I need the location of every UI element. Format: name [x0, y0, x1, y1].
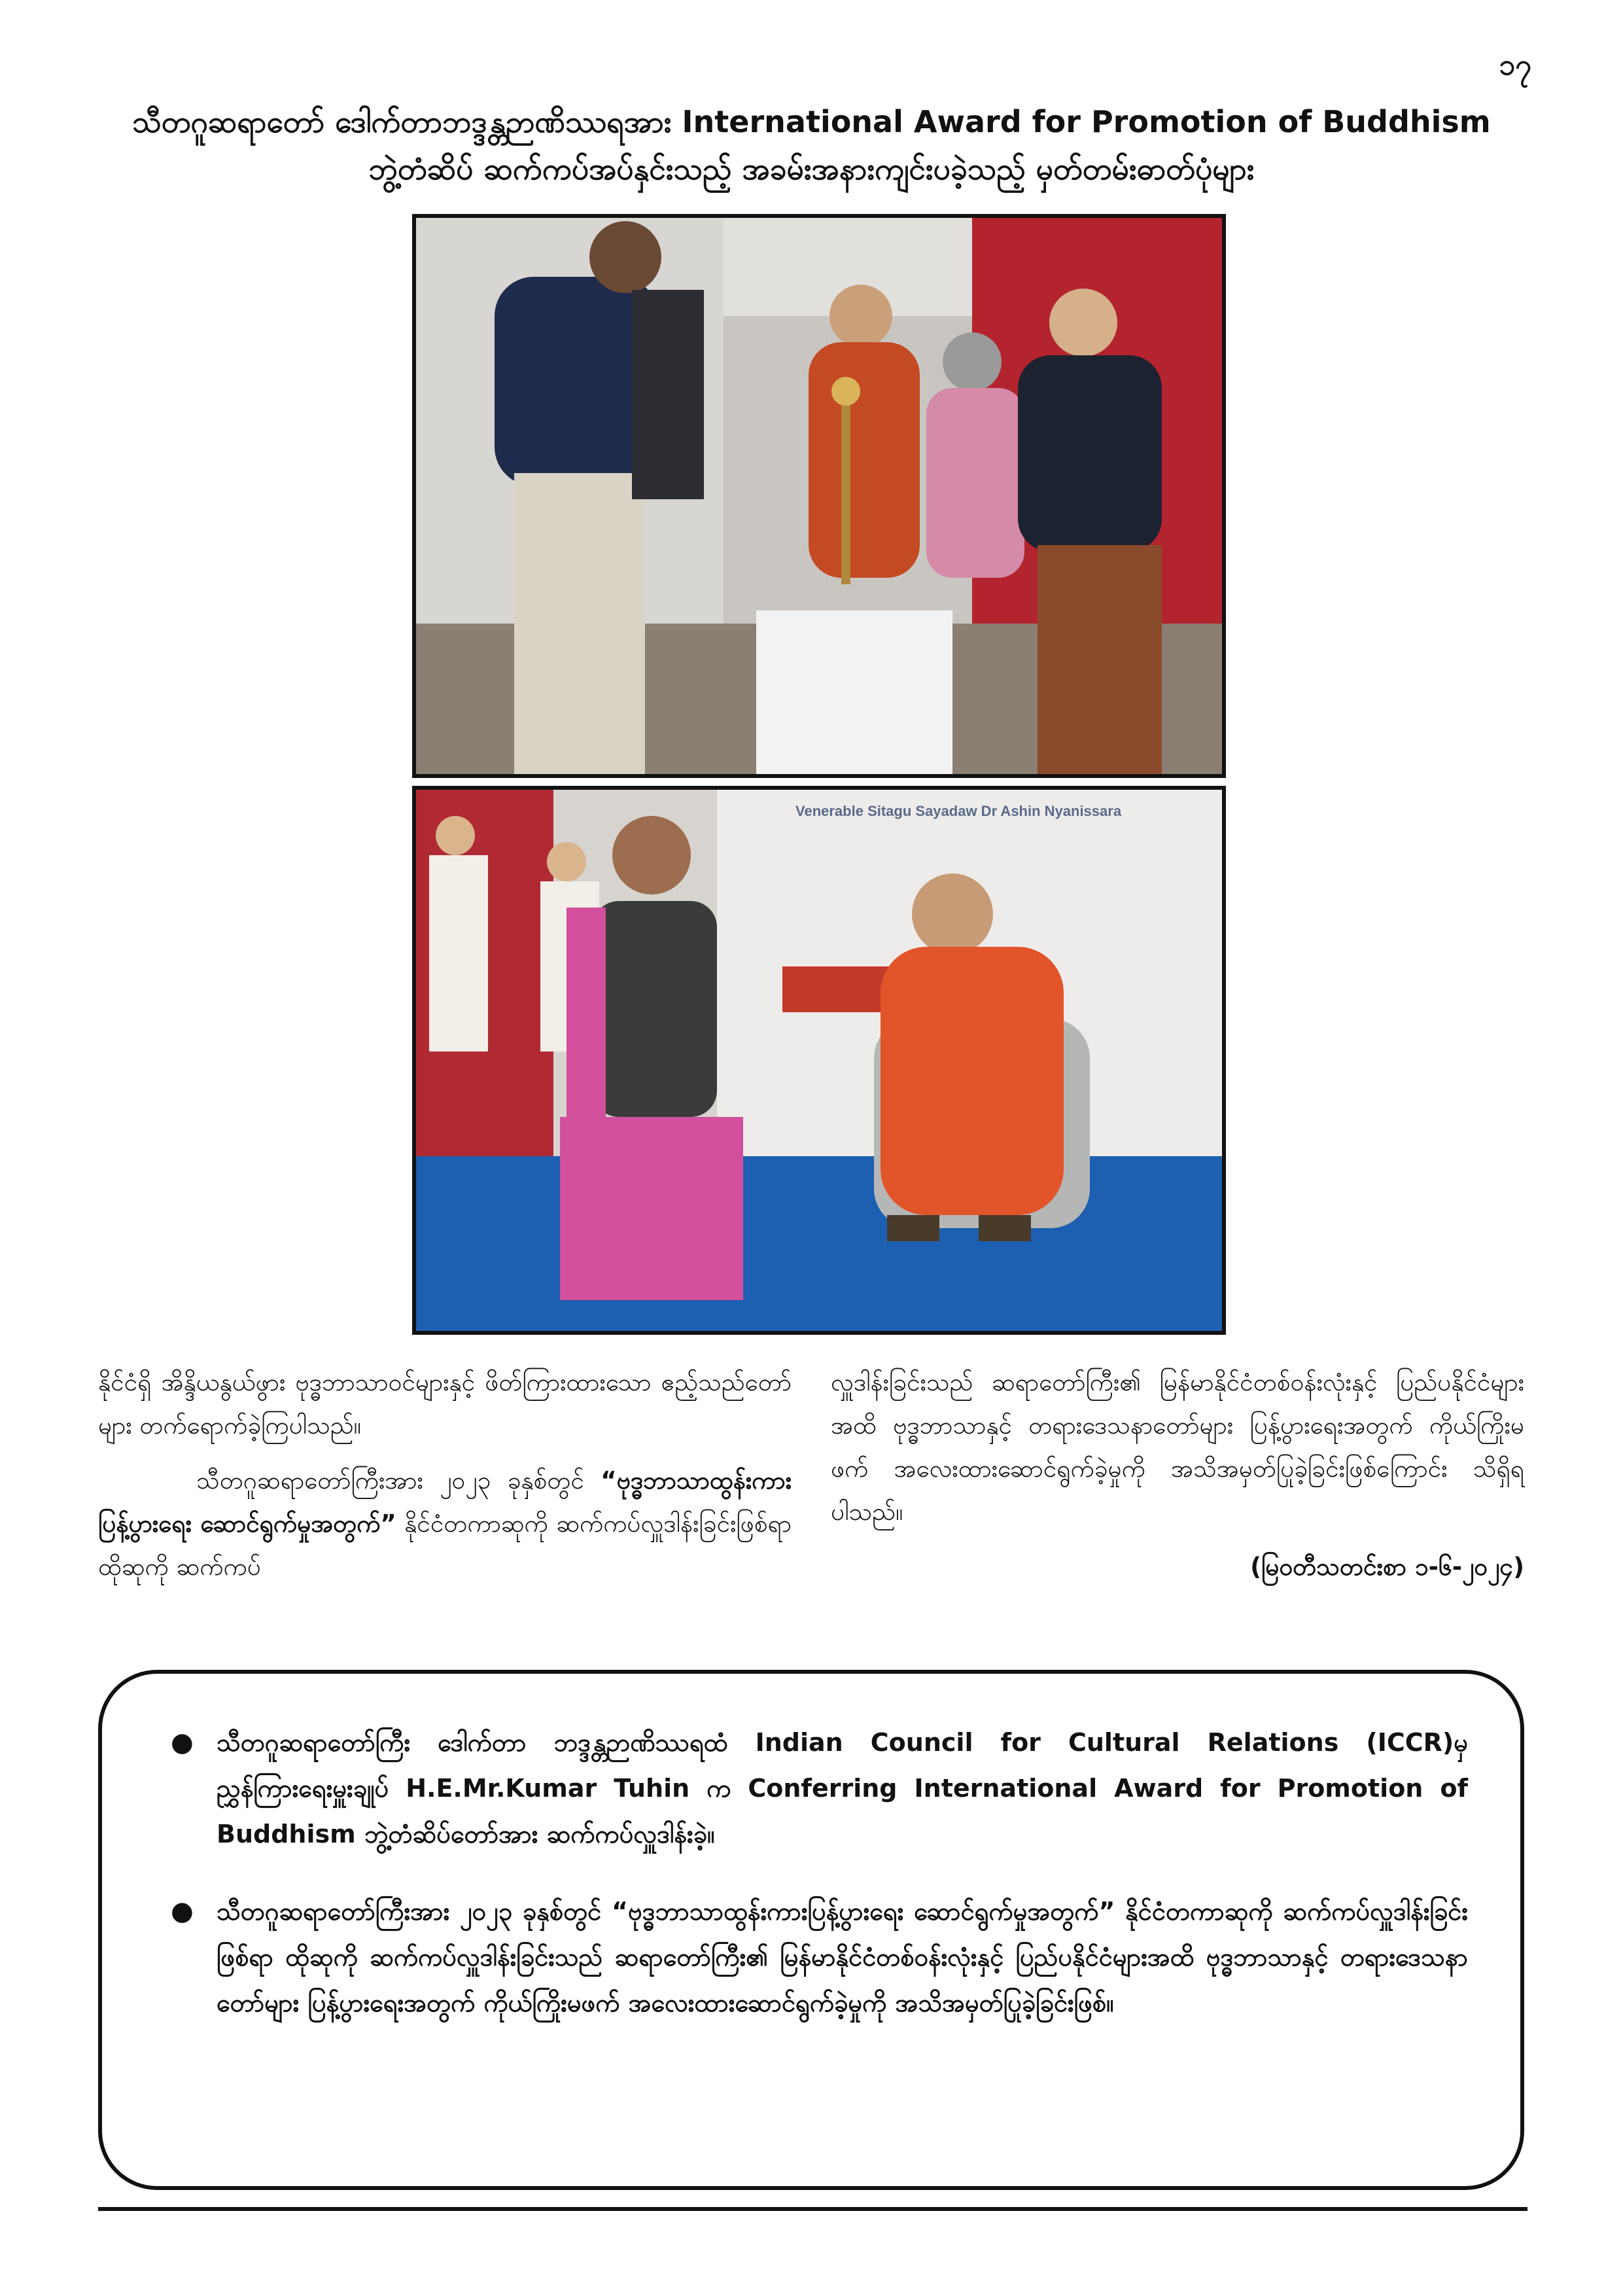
photo-award-presentation — [412, 786, 1226, 1335]
bullet-icon: ● — [171, 1727, 194, 1757]
photo-award-presentation-image — [416, 790, 1222, 1331]
body-text: သီတဂူဆရာတော်ကြီးအား ၂၀၂၃ ခုနှစ်တွင် — [196, 1466, 601, 1494]
summary-text: သီတဂူဆရာတော်ကြီး ဒေါက်တာ ဘဒ္ဒန္တဉာဏိဿရထံ Indian Council for Cultural Relations (ICCR)မှ ညွှန်ကြားရေးမှူးချုပ် H.E.Mr.Kumar Tuhin က Conferring International Award for Promotion of Buddhism ဘွဲ့တံဆိပ်တော်အား ဆက်ကပ်လှူဒါန်းခဲ့။ — [217, 1728, 1468, 1848]
bottom-divider — [98, 2207, 1527, 2211]
summary-text: သီတဂူဆရာတော်ကြီးအား ၂၀၂၃ ခုနှစ်တွင် “ဗုဒ္ဓဘာသာထွန်းကားပြန့်ပွားရေး ဆောင်ရွက်မှုအတွက်” နိုင်ငံတကာဆုကို ဆက်ကပ်လှူဒါန်းခြင်းဖြစ်ရာ ထိုဆုကို ဆက်ကပ်လှူဒါန်းခြင်းသည် ဆရာတော်ကြီး၏ မြန်မာနိုင်ငံတစ်ဝန်းလုံးနှင့် ပြည်ပနိုင်ငံများအထိ ဗုဒ္ဓဘာသာနှင့် တရားဒေသနာတော်များ ပြန့်ပွားရေးအတွက် ကိုယ်ကြိုးမဖက် အလေးထားဆောင်ရွက်ခဲ့မှုကို အသိအမှတ်ပြုခဲ့ခြင်းဖြစ်။ — [217, 1897, 1468, 2017]
title-line-2: ဘွဲ့တံဆိပ် ဆက်ကပ်အပ်နှင်းသည့် အခမ်းအနားကျင်းပခဲ့သည့် မှတ်တမ်းဓာတ်ပုံများ — [368, 151, 1255, 186]
body-left-column — [98, 1361, 792, 1600]
body-paragraph: လှူဒါန်းခြင်းသည် ဆရာတော်ကြီး၏ မြန်မာနိုင်ငံတစ်ဝန်းလုံးနှင့် ပြည်ပနိုင်ငံများအထိ ဗုဒ္ဓဘာသာနှင့် တရားဒေသနာတော်များ ပြန့်ပွားရေးအတွက် ကိုယ်ကြိုးမဖက် အလေးထားဆောင်ရွက်ခဲ့မှုကို အသိအမှတ်ပြုခဲ့ခြင်းဖြစ်ကြောင်း သိရှိရပါသည်။ — [831, 1368, 1524, 1526]
photo-lamp-lighting-image — [416, 218, 1222, 774]
photo-banner-text: Venerable Sitagu Sayadaw Dr Ashin Nyanissara — [795, 803, 1122, 819]
body-right-column — [831, 1361, 1524, 1600]
award-name-quote: “ဗုဒ္ဓဘာသာထွန်းကားပြန့်ပွားရေး ဆောင်ရွက်မှုအတွက်” — [98, 1466, 792, 1538]
body-paragraph: နိုင်ငံရှိ အိန္ဒိယနွယ်ဖွား ဗုဒ္ဓဘာသာဝင်များနှင့် ဖိတ်ကြားထားသော ဧည့်သည်တော်များ တက်ရောက်ခဲ့ကြပါသည်။ — [98, 1368, 792, 1439]
summary-list — [171, 1720, 1468, 2026]
source-citation: (မြဝတီသတင်းစာ ၁-၆-၂၀၂၄) — [1250, 1553, 1524, 1581]
page-number: ၁၇ — [1499, 48, 1531, 82]
summary-box — [98, 1670, 1524, 2190]
list-item — [171, 1888, 1468, 2026]
title-line-1: သီတဂူဆရာတော် ဒေါက်တာဘဒ္ဒန္တဉာဏိဿရအား International Award for Promotion of Buddhism — [132, 104, 1491, 139]
page-title — [98, 98, 1525, 192]
list-item — [171, 1720, 1468, 1857]
bullet-icon: ● — [171, 1896, 194, 1926]
body-text: နိုင်ငံတကာဆုကို ဆက်ကပ်လှူဒါန်းခြင်းဖြစ်ရာ ထိုဆုကို ဆက်ကပ် — [98, 1510, 792, 1581]
photo-lamp-lighting — [412, 214, 1226, 778]
body-paragraph — [98, 1459, 792, 1589]
